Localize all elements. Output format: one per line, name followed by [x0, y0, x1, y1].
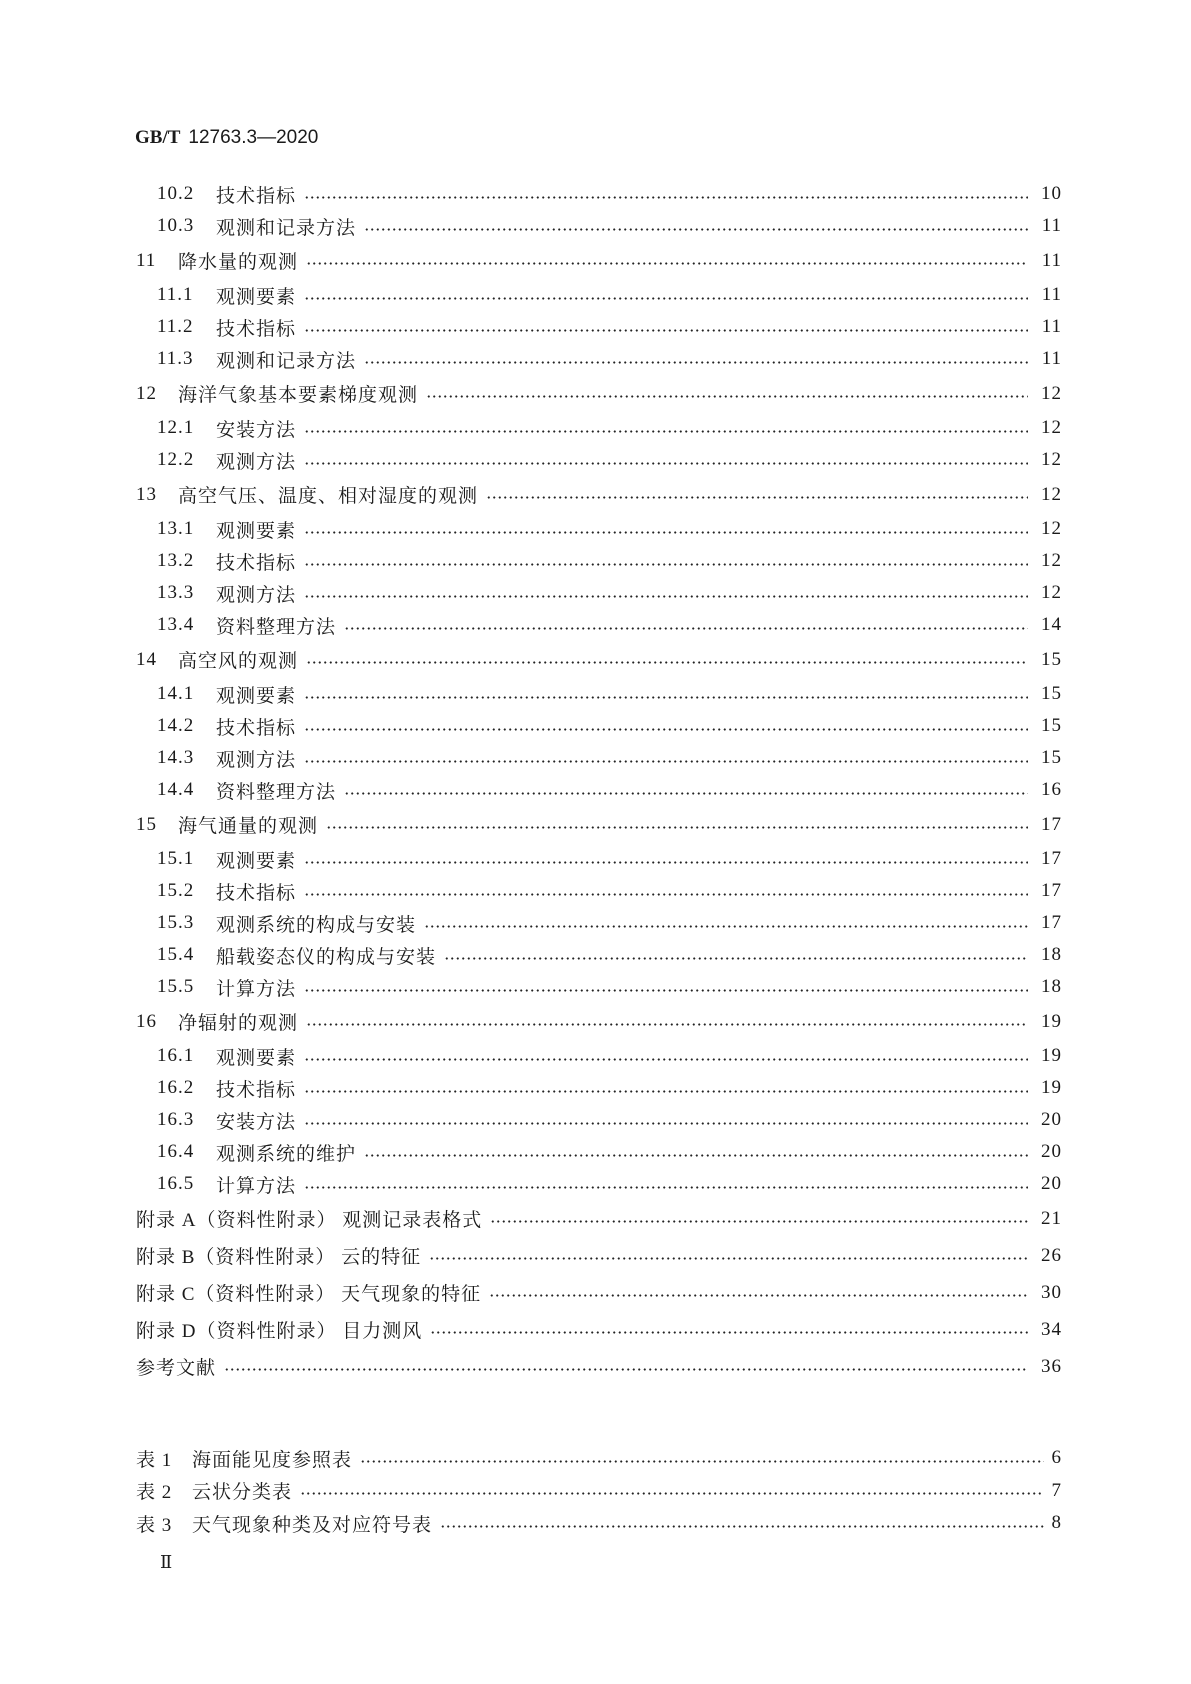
toc-entry[interactable]	[136, 710, 1062, 742]
entry-title: 安装方法	[216, 1111, 297, 1133]
entry-page: 12	[1041, 483, 1062, 505]
entry-number: 表 3	[136, 1514, 173, 1536]
entry-page: 7	[1051, 1479, 1062, 1501]
toc-entry[interactable]	[136, 1442, 1062, 1475]
entry-page: 36	[1041, 1355, 1062, 1377]
entry-title: 观测和记录方法	[216, 350, 357, 372]
entry-title: 技术指标	[216, 1079, 297, 1101]
toc-entry[interactable]	[136, 742, 1062, 774]
entry-page: 20	[1041, 1141, 1062, 1162]
dot-leader	[304, 531, 1028, 534]
dot-leader	[489, 1294, 1028, 1297]
entry-title: 降水量的观测	[178, 252, 299, 273]
entry-title: 观测要素	[216, 286, 297, 308]
entry-number: 12.2	[157, 449, 195, 470]
dot-leader	[304, 329, 1028, 332]
dot-leader	[344, 792, 1028, 795]
entry-title: 观测要素	[216, 685, 297, 707]
entry-page: 15	[1041, 648, 1062, 670]
toc-entry[interactable]	[136, 242, 1062, 279]
entry-number: 11.3	[157, 348, 194, 369]
entry-title: 技术指标	[216, 318, 297, 340]
entry-number: 13.3	[157, 582, 195, 603]
entry-title: 资料整理方法	[216, 781, 337, 803]
dot-leader	[306, 262, 1028, 265]
entry-number: 15.3	[157, 912, 195, 933]
entry-title: 船载姿态仪的构成与安装	[216, 946, 437, 968]
entry-title: 安装方法	[216, 419, 297, 441]
dot-leader	[486, 496, 1028, 499]
dot-leader	[326, 826, 1028, 829]
dot-leader	[430, 1331, 1028, 1334]
entry-page: 12	[1041, 417, 1062, 438]
toc-entry[interactable]	[136, 178, 1062, 210]
toc-entry[interactable]	[136, 843, 1062, 875]
entry-page: 6	[1051, 1447, 1062, 1469]
toc-entry[interactable]	[136, 609, 1062, 641]
entry-title: 计算方法	[216, 1175, 297, 1197]
entry-page: 15	[1041, 683, 1062, 704]
entry-number: 13.4	[157, 614, 195, 635]
entry-page: 11	[1041, 348, 1062, 369]
entry-number: 14.3	[157, 747, 195, 768]
dot-leader	[306, 1023, 1028, 1026]
entry-title: 高空气压、温度、相对湿度的观测	[178, 486, 479, 507]
entry-page: 14	[1041, 614, 1062, 635]
entry-page: 10	[1041, 183, 1062, 204]
toc-entry[interactable]	[136, 577, 1062, 609]
entry-number: 15	[136, 813, 157, 835]
dot-leader	[304, 297, 1028, 300]
dot-leader	[304, 760, 1028, 763]
entry-title: 观测方法	[216, 451, 297, 473]
toc-entry[interactable]	[136, 907, 1062, 939]
entry-page: 11	[1041, 215, 1062, 236]
entry-title: 观测方法	[216, 584, 297, 606]
entry-number: 12.1	[157, 417, 195, 438]
toc-entry[interactable]	[136, 513, 1062, 545]
entry-number: 表 2	[136, 1482, 173, 1504]
entry-number: 16.3	[157, 1109, 195, 1130]
dot-leader	[304, 989, 1028, 992]
entry-page: 19	[1041, 1045, 1062, 1066]
toc-entry[interactable]	[136, 1072, 1062, 1104]
entry-number: 表 1	[136, 1449, 173, 1471]
entry-number: 14	[136, 648, 157, 670]
entry-title: 观测要素	[216, 1047, 297, 1069]
entry-number: 15.1	[157, 848, 195, 869]
toc-entry[interactable]	[136, 1136, 1062, 1168]
toc-entry[interactable]	[136, 939, 1062, 971]
entry-page: 18	[1041, 976, 1062, 997]
entry-title: 附录 A（资料性附录） 观测记录表格式	[136, 1210, 483, 1231]
dot-leader	[304, 430, 1028, 433]
entry-title: 附录 D（资料性附录） 目力测风	[136, 1321, 423, 1342]
dot-leader	[429, 1257, 1028, 1260]
dot-leader	[444, 957, 1028, 960]
dot-leader	[490, 1220, 1028, 1223]
toc-entry[interactable]	[136, 1311, 1062, 1348]
entry-title: 观测系统的维护	[216, 1143, 357, 1165]
entry-title: 附录 C（资料性附录） 天气现象的特征	[136, 1284, 482, 1305]
entry-number: 16.5	[157, 1173, 195, 1194]
toc-entry[interactable]	[136, 412, 1062, 444]
entry-number: 14.4	[157, 779, 195, 800]
toc-entry[interactable]	[136, 279, 1062, 311]
toc-entry[interactable]	[136, 476, 1062, 513]
entry-number: 12	[136, 382, 157, 404]
entry-page: 8	[1051, 1512, 1062, 1534]
entry-number: 11.2	[157, 316, 194, 337]
entry-page: 19	[1041, 1077, 1062, 1098]
toc-entry[interactable]	[136, 375, 1062, 412]
dot-leader	[306, 661, 1028, 664]
dot-leader	[304, 696, 1028, 699]
toc-entry[interactable]	[136, 1040, 1062, 1072]
entry-title: 海洋气象基本要素梯度观测	[178, 385, 419, 406]
entry-title: 海面能见度参照表	[192, 1449, 353, 1471]
entry-title: 观测要素	[216, 850, 297, 872]
entry-page: 26	[1041, 1244, 1062, 1266]
toc-entry[interactable]	[136, 444, 1062, 476]
dot-leader	[304, 196, 1028, 199]
entry-page: 12	[1041, 550, 1062, 571]
entry-title: 附录 B（资料性附录） 云的特征	[136, 1247, 422, 1268]
entry-number: 16	[136, 1010, 157, 1032]
entry-number: 16.2	[157, 1077, 195, 1098]
entry-number: 15.5	[157, 976, 195, 997]
dot-leader	[304, 563, 1028, 566]
entry-title: 计算方法	[216, 978, 297, 1000]
entry-title: 技术指标	[216, 717, 297, 739]
dot-leader	[304, 728, 1028, 731]
dot-leader	[304, 861, 1028, 864]
toc-entry[interactable]	[136, 311, 1062, 343]
entry-page: 21	[1041, 1207, 1062, 1229]
toc-entry[interactable]	[136, 1274, 1062, 1311]
entry-title: 资料整理方法	[216, 616, 337, 638]
dot-leader	[300, 1492, 1044, 1495]
dot-leader	[364, 1154, 1028, 1157]
entry-title: 技术指标	[216, 552, 297, 574]
list-of-tables	[136, 1442, 1062, 1540]
toc-entry[interactable]	[136, 806, 1062, 843]
entry-title: 净辐射的观测	[178, 1013, 299, 1034]
entry-number: 14.1	[157, 683, 195, 704]
toc-entry[interactable]	[136, 971, 1062, 1003]
entry-number: 13	[136, 483, 157, 505]
entry-page: 15	[1041, 747, 1062, 768]
entry-number: 16.1	[157, 1045, 195, 1066]
entry-number: 10.3	[157, 215, 195, 236]
toc-entry[interactable]	[136, 1507, 1062, 1540]
entry-page: 30	[1041, 1281, 1062, 1303]
entry-page: 11	[1041, 316, 1062, 337]
entry-page: 17	[1041, 813, 1062, 835]
toc-entry[interactable]	[136, 1003, 1062, 1040]
entry-page: 20	[1041, 1109, 1062, 1130]
dot-leader	[224, 1368, 1028, 1371]
toc-entry[interactable]	[136, 1348, 1062, 1385]
toc-entry[interactable]	[136, 1237, 1062, 1274]
entry-page: 12	[1041, 518, 1062, 539]
entry-title: 观测和记录方法	[216, 217, 357, 239]
toc-entry[interactable]	[136, 875, 1062, 907]
toc-entry[interactable]	[136, 1200, 1062, 1237]
dot-leader	[304, 893, 1028, 896]
entry-number: 15.2	[157, 880, 195, 901]
dot-leader	[304, 595, 1028, 598]
entry-title: 海气通量的观测	[178, 816, 319, 837]
entry-page: 12	[1041, 582, 1062, 603]
entry-page: 17	[1041, 912, 1062, 933]
dot-leader	[440, 1525, 1044, 1528]
dot-leader	[304, 462, 1028, 465]
dot-leader	[304, 1122, 1028, 1125]
document-header	[135, 127, 318, 149]
toc-entry[interactable]	[136, 545, 1062, 577]
entry-page: 17	[1041, 848, 1062, 869]
toc-entry[interactable]	[136, 641, 1062, 678]
entry-title: 观测方法	[216, 749, 297, 771]
dot-leader	[304, 1186, 1028, 1189]
dot-leader	[426, 395, 1028, 398]
entry-number: 13.2	[157, 550, 195, 571]
table-of-contents	[136, 178, 1062, 1385]
entry-number: 14.2	[157, 715, 195, 736]
toc-entry[interactable]	[136, 1168, 1062, 1200]
page-number: Ⅱ	[160, 1552, 173, 1572]
entry-title: 技术指标	[216, 882, 297, 904]
entry-page: 16	[1041, 779, 1062, 800]
toc-entry[interactable]	[136, 210, 1062, 242]
toc-entry[interactable]	[136, 343, 1062, 375]
entry-title: 观测要素	[216, 520, 297, 542]
entry-page: 15	[1041, 715, 1062, 736]
entry-page: 18	[1041, 944, 1062, 965]
entry-title: 观测系统的构成与安装	[216, 914, 417, 936]
dot-leader	[344, 627, 1028, 630]
toc-entry[interactable]	[136, 1475, 1062, 1508]
entry-page: 17	[1041, 880, 1062, 901]
standard-code: GB/T	[135, 127, 181, 148]
dot-leader	[364, 228, 1028, 231]
entry-title: 参考文献	[136, 1358, 217, 1379]
entry-number: 10.2	[157, 183, 195, 204]
dot-leader	[424, 925, 1028, 928]
entry-title: 高空风的观测	[178, 651, 299, 672]
entry-page: 20	[1041, 1173, 1062, 1194]
dot-leader	[304, 1090, 1028, 1093]
entry-number: 13.1	[157, 518, 195, 539]
entry-number: 11.1	[157, 284, 194, 305]
dot-leader	[364, 361, 1028, 364]
entry-page: 12	[1041, 382, 1062, 404]
entry-number: 11	[136, 249, 157, 271]
entry-page: 11	[1041, 284, 1062, 305]
standard-number: 12763.3—2020	[188, 127, 319, 148]
entry-title: 技术指标	[216, 185, 297, 207]
entry-number: 15.4	[157, 944, 195, 965]
entry-title: 云状分类表	[192, 1482, 293, 1504]
entry-page: 12	[1041, 449, 1062, 470]
entry-page: 11	[1041, 249, 1062, 271]
entry-page: 19	[1041, 1010, 1062, 1032]
toc-entry[interactable]	[136, 678, 1062, 710]
entry-number: 16.4	[157, 1141, 195, 1162]
entry-title: 天气现象种类及对应符号表	[192, 1514, 433, 1536]
dot-leader	[360, 1460, 1044, 1463]
toc-entry[interactable]	[136, 774, 1062, 806]
dot-leader	[304, 1058, 1028, 1061]
toc-entry[interactable]	[136, 1104, 1062, 1136]
entry-page: 34	[1041, 1318, 1062, 1340]
